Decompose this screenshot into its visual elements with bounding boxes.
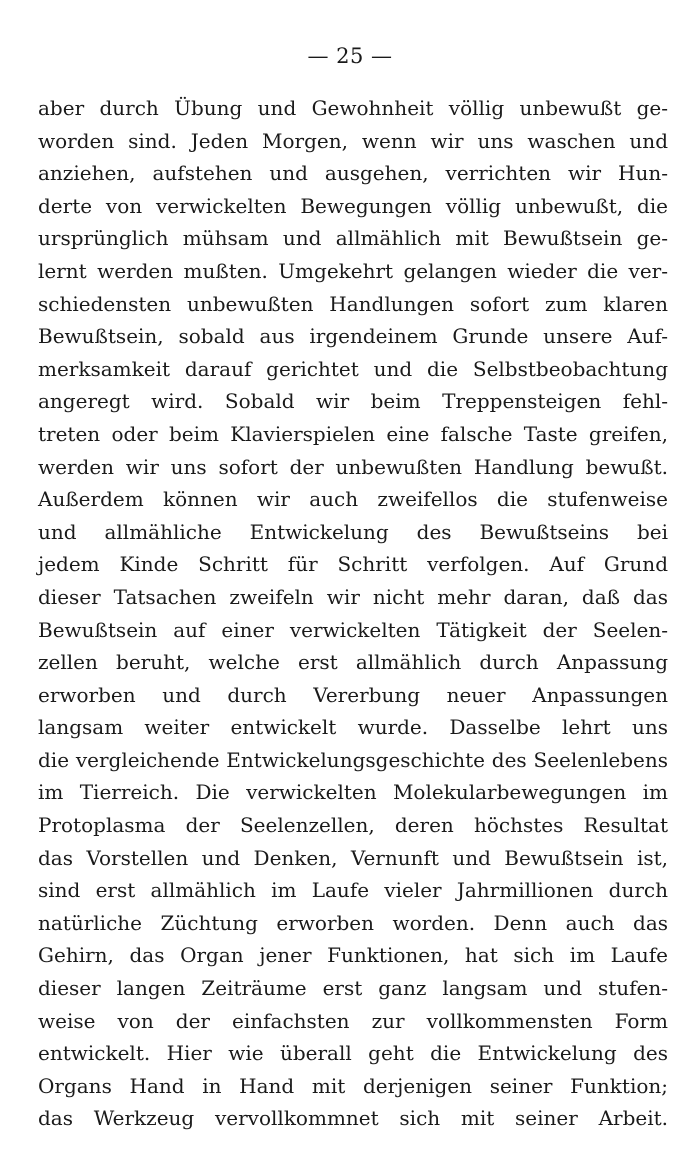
page-number: — 25 — bbox=[307, 44, 393, 68]
text-line: dieser langen Zeiträume erst ganz langsam und stufen- bbox=[38, 976, 668, 1001]
body-text bbox=[38, 92, 668, 1135]
text-line: jedem Kinde Schritt für Schritt verfolgen. Auf Grund bbox=[38, 552, 668, 577]
text-line: Bewußtsein auf einer verwickelten Tätigkeit der Seelen- bbox=[38, 617, 668, 642]
text-line: das Werkzeug vervollkommnet sich mit seiner Arbeit. bbox=[38, 1106, 668, 1131]
text-line: das Vorstellen und Denken, Vernunft und Bewußtsein ist, bbox=[38, 845, 668, 870]
text-line: aber durch Übung und Gewohnheit völlig unbewußt ge- bbox=[38, 96, 668, 120]
text-line: worden sind. Jeden Morgen, wenn wir uns waschen und bbox=[38, 128, 668, 153]
text-line: ursprünglich mühsam und allmählich mit Bewußtsein ge- bbox=[38, 226, 668, 251]
text-line: weise von der einfachsten zur vollkommensten Form bbox=[38, 1008, 668, 1033]
text-line: anziehen, aufstehen und ausgehen, verrichten wir Hun- bbox=[38, 161, 668, 186]
text-line: lernt werden mußten. Umgekehrt gelangen wieder die ver- bbox=[38, 258, 668, 283]
text-line: werden wir uns sofort der unbewußten Handlung bewußt. bbox=[38, 454, 668, 479]
text-line: Protoplasma der Seelenzellen, deren höchstes Resultat bbox=[38, 813, 668, 838]
text-line: Außerdem können wir auch zweifellos die stufenweise bbox=[38, 487, 668, 512]
text-line: merksamkeit darauf gerichtet und die Selbstbeobachtung bbox=[38, 356, 668, 381]
text-line: im Tierreich. Die verwickelten Molekularbewegungen im bbox=[38, 780, 668, 805]
text-line: Bewußtsein, sobald aus irgendeinem Grunde unsere Auf- bbox=[38, 324, 668, 349]
text-line: Organs Hand in Hand mit derjenigen seiner Funktion; bbox=[38, 1073, 668, 1098]
text-line: natürliche Züchtung erworben worden. Denn auch das bbox=[38, 910, 668, 935]
text-line: entwickelt. Hier wie überall geht die Entwickelung des bbox=[38, 1041, 668, 1066]
text-line: langsam weiter entwickelt wurde. Dasselbe lehrt uns bbox=[38, 715, 668, 740]
text-line: und allmähliche Entwickelung des Bewußtseins bei bbox=[38, 519, 668, 544]
text-line: die vergleichende Entwickelungsgeschichte des Seelenlebens bbox=[38, 747, 668, 772]
text-line: treten oder beim Klavierspielen eine falsche Taste greifen, bbox=[38, 421, 668, 446]
text-line: schiedensten unbewußten Handlungen sofort zum klaren bbox=[38, 291, 668, 316]
text-line: Gehirn, das Organ jener Funktionen, hat sich im Laufe bbox=[38, 943, 668, 968]
text-line: sind erst allmählich im Laufe vieler Jahrmillionen durch bbox=[38, 878, 668, 903]
text-line: derte von verwickelten Bewegungen völlig unbewußt, die bbox=[38, 193, 668, 218]
text-line: dieser Tatsachen zweifeln wir nicht mehr daran, daß das bbox=[38, 584, 668, 609]
text-line: erworben und durch Vererbung neuer Anpassungen bbox=[38, 682, 668, 707]
text-line: zellen beruht, welche erst allmählich durch Anpassung bbox=[38, 650, 668, 675]
text-line: angeregt wird. Sobald wir beim Treppensteigen fehl- bbox=[38, 389, 668, 414]
